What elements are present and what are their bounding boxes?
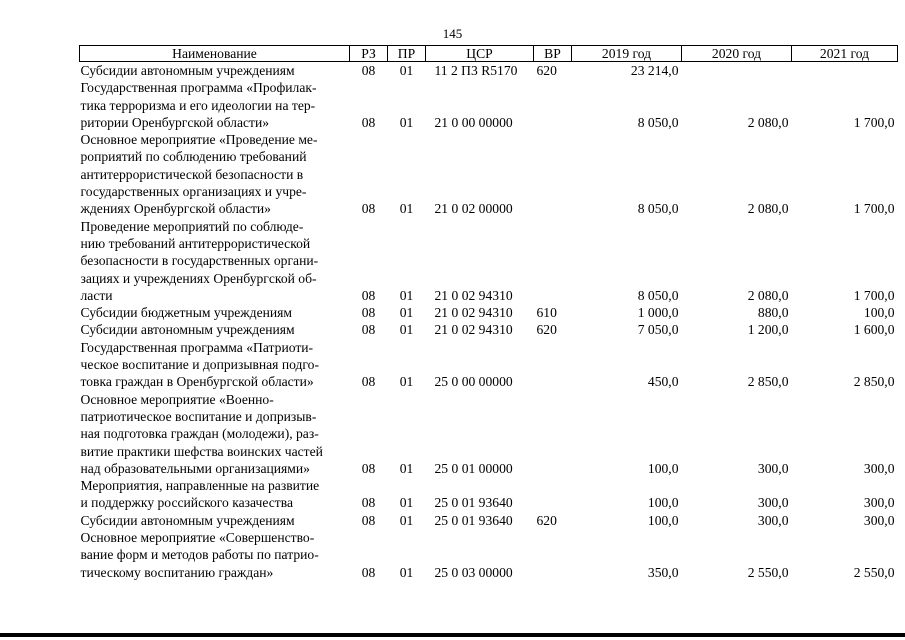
cell-2021: 1 600,0 <box>853 322 895 338</box>
cell-vr: 620 <box>536 322 557 338</box>
cell-2019: 8 050,0 <box>637 114 679 130</box>
cell-vr <box>534 529 572 581</box>
header-2021: 2021 год <box>792 46 898 62</box>
cell-2021: 300,0 <box>863 460 895 476</box>
cell-2020: 300,0 <box>757 512 789 528</box>
cell-rz: 08 <box>361 564 376 580</box>
budget-table <box>79 45 898 581</box>
table-row <box>80 339 898 391</box>
cell-pr: 01 <box>399 374 414 390</box>
cell-2019: 8 050,0 <box>637 287 679 303</box>
table-row <box>80 79 898 131</box>
cell-2019: 450,0 <box>647 374 679 390</box>
cell-2021: 1 700,0 <box>853 201 895 217</box>
cell-rz: 08 <box>361 114 376 130</box>
cell-rz: 08 <box>361 201 376 217</box>
cell-vr: 620 <box>536 512 557 528</box>
cell-2021 <box>792 62 898 80</box>
header-row <box>80 46 898 62</box>
header-vr: ВР <box>534 46 572 62</box>
header-rz: РЗ <box>350 46 388 62</box>
cell-vr: 620 <box>536 63 557 78</box>
cell-csr: 25 0 01 93640 <box>434 495 513 511</box>
cell-csr: 25 0 00 00000 <box>434 374 513 390</box>
cell-2019: 8 050,0 <box>637 201 679 217</box>
cell-2019: 100,0 <box>647 495 679 511</box>
table-row <box>80 62 898 80</box>
cell-2020: 1 200,0 <box>747 322 789 338</box>
cell-csr: 25 0 01 93640 <box>434 512 513 528</box>
table-row <box>80 218 898 304</box>
cell-2019: 1 000,0 <box>637 305 679 321</box>
cell-pr: 01 <box>399 287 414 303</box>
cell-name: Государственная программа «Профилак- тика терроризма и его идеологии на тер- ритории Оренбургской области» <box>80 80 317 130</box>
cell-name: Основное мероприятие «Проведение ме- роприятий по соблюдению требований антитеррористической безопасности в государственных организациях и учре- ждениях Оренбургской области» <box>80 132 318 217</box>
cell-name: Мероприятия, направленные на развитие и поддержку российского казачества <box>80 478 320 511</box>
cell-vr <box>534 131 572 217</box>
cell-name: Основное мероприятие «Военно- патриотическое воспитание и допризыв- ная подготовка граждан (молодежи), раз- витие практики шефства воинских частей над образовательными организациями» <box>80 391 323 476</box>
cell-2019: 100,0 <box>647 460 679 476</box>
cell-pr: 01 <box>399 512 414 528</box>
cell-2021: 2 850,0 <box>853 374 895 390</box>
cell-2020: 300,0 <box>757 495 789 511</box>
cell-2019: 23 214,0 <box>630 63 679 78</box>
cell-vr <box>534 477 572 512</box>
table-row <box>80 477 898 512</box>
table-body <box>80 62 898 581</box>
header-pr: ПР <box>388 46 426 62</box>
cell-pr: 01 <box>399 322 414 338</box>
cell-rz: 08 <box>361 374 376 390</box>
cell-2020: 2 550,0 <box>747 564 789 580</box>
cell-2020: 2 080,0 <box>747 114 789 130</box>
cell-2020: 2 080,0 <box>747 287 789 303</box>
cell-rz: 08 <box>361 495 376 511</box>
cell-2021: 100,0 <box>863 305 895 321</box>
cell-rz: 08 <box>361 512 376 528</box>
cell-rz: 08 <box>361 460 376 476</box>
cell-2020: 880,0 <box>757 305 789 321</box>
cell-2021: 300,0 <box>863 512 895 528</box>
cell-rz: 08 <box>361 322 376 338</box>
table-row <box>80 131 898 217</box>
table-row <box>80 321 898 338</box>
cell-name: Государственная программа «Патриоти- ческое воспитание и допризывная подго- товка граждан в Оренбургской области» <box>80 339 319 390</box>
cell-name: Основное мероприятие «Совершенство- вание форм и методов работы по патрио- тическому воспитанию граждан» <box>80 530 319 580</box>
header-csr: ЦСР <box>426 46 534 62</box>
cell-pr: 01 <box>399 201 414 217</box>
cell-2021: 1 700,0 <box>853 287 895 303</box>
cell-pr: 01 <box>399 460 414 476</box>
cell-2020: 300,0 <box>757 460 789 476</box>
cell-pr: 01 <box>399 63 414 78</box>
cell-csr: 11 2 П3 R5170 <box>434 63 518 78</box>
cell-pr: 01 <box>399 564 414 580</box>
table-row <box>80 512 898 529</box>
cell-rz: 08 <box>361 305 376 321</box>
cell-2019: 7 050,0 <box>637 322 679 338</box>
cell-name: Субсидии автономным учреждениям <box>80 63 295 78</box>
page-number: 145 <box>442 26 463 41</box>
table-row <box>80 391 898 477</box>
cell-pr: 01 <box>399 305 414 321</box>
table-row <box>80 529 898 581</box>
cell-csr: 21 0 02 94310 <box>434 322 513 338</box>
cell-vr <box>534 339 572 391</box>
cell-name: Субсидии бюджетным учреждениям <box>80 305 293 321</box>
cell-rz: 08 <box>361 63 376 78</box>
header-name: Наименование <box>80 46 350 62</box>
cell-name: Проведение мероприятий по соблюде- нию требований антитеррористической безопасности в государственных органи- зациях и учреждениях Оренбургской об- ласти <box>80 218 319 303</box>
cell-pr: 01 <box>399 495 414 511</box>
cell-2019: 350,0 <box>647 564 679 580</box>
cell-2020: 2 850,0 <box>747 374 789 390</box>
cell-2021: 2 550,0 <box>853 564 895 580</box>
table-row <box>80 304 898 321</box>
cell-2021: 300,0 <box>863 495 895 511</box>
cell-rz: 08 <box>361 287 376 303</box>
cell-2020: 2 080,0 <box>747 201 789 217</box>
bottom-rule <box>0 633 905 637</box>
cell-name: Субсидии автономным учреждениям <box>80 322 295 338</box>
cell-pr: 01 <box>399 114 414 130</box>
cell-vr <box>534 391 572 477</box>
cell-csr: 21 0 00 00000 <box>434 114 513 130</box>
cell-csr: 25 0 03 00000 <box>434 564 513 580</box>
cell-2019: 100,0 <box>647 512 679 528</box>
cell-vr <box>534 218 572 304</box>
cell-csr: 21 0 02 94310 <box>434 305 513 321</box>
cell-csr: 21 0 02 94310 <box>434 287 513 303</box>
cell-2021: 1 700,0 <box>853 114 895 130</box>
cell-csr: 25 0 01 00000 <box>434 460 513 476</box>
cell-2020 <box>682 62 792 80</box>
cell-csr: 21 0 02 00000 <box>434 201 513 217</box>
cell-name: Субсидии автономным учреждениям <box>80 512 295 528</box>
header-2020: 2020 год <box>682 46 792 62</box>
cell-vr <box>534 79 572 131</box>
cell-vr: 610 <box>536 305 557 321</box>
header-2019: 2019 год <box>572 46 682 62</box>
